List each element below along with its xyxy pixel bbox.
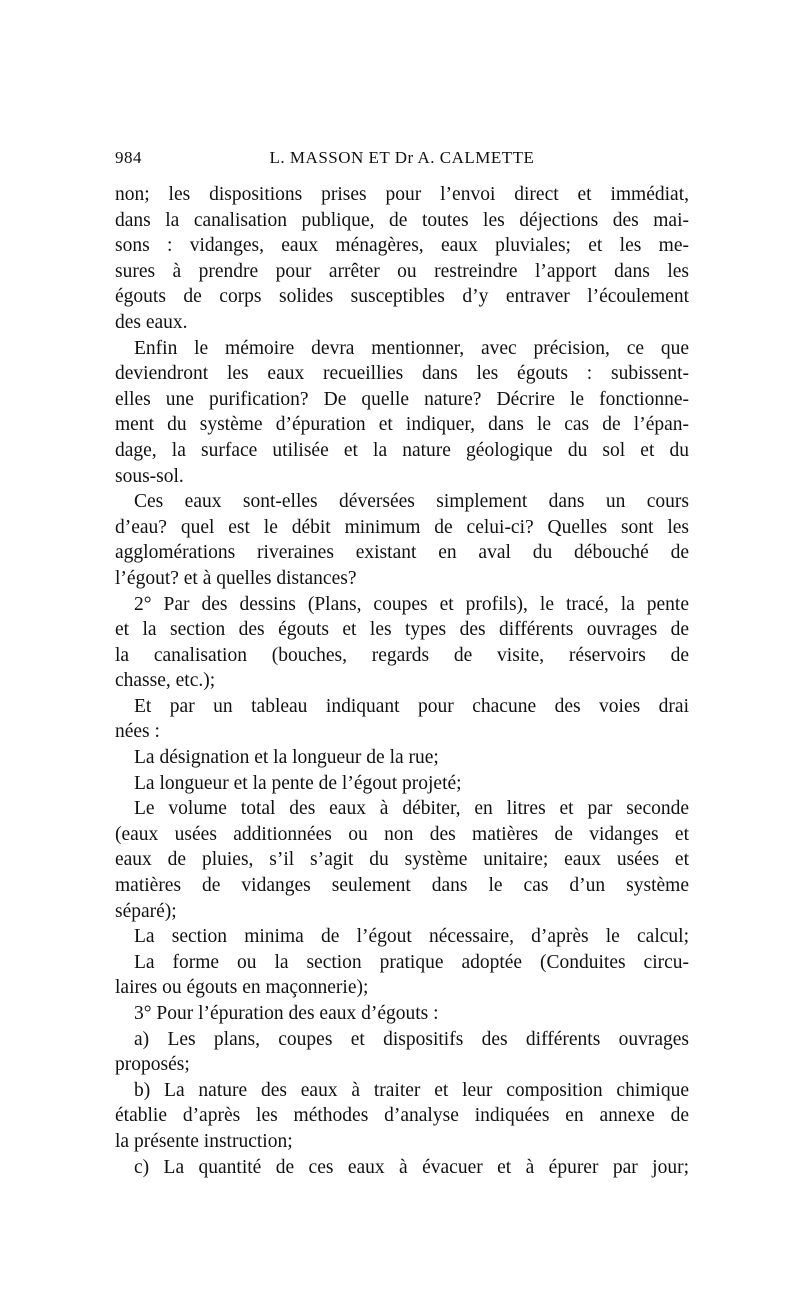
text-line: et la section des égouts et les types des différents ouvrages de bbox=[115, 619, 689, 641]
text-line: La longueur et la pente de l’égout projeté; bbox=[134, 772, 462, 794]
text-line: 3° Pour l’épuration des eaux d’égouts : bbox=[134, 1003, 439, 1024]
body-text bbox=[115, 182, 689, 1180]
running-head: L. MASSON ET Dr A. CALMETTE bbox=[269, 148, 535, 167]
text-line: sons : vidanges, eaux ménagères, eaux pluviales; et les me- bbox=[115, 235, 689, 257]
text-line: proposés; bbox=[115, 1054, 190, 1076]
text-line: matières de vidanges seulement dans le cas d’un système bbox=[115, 875, 689, 897]
text-line: Enfin le mémoire devra mentionner, avec précision, ce que bbox=[134, 337, 689, 359]
text-line: Le volume total des eaux à débiter, en litres et par seconde bbox=[134, 798, 689, 820]
text-line: agglomérations riveraines existant en aval du débouché de bbox=[115, 542, 689, 564]
text-line: égouts de corps solides susceptibles d’y entraver l’écoulement bbox=[115, 286, 689, 308]
text-line: la canalisation (bouches, regards de visite, réservoirs de bbox=[115, 644, 689, 666]
text-line: l’égout? et à quelles distances? bbox=[115, 567, 357, 589]
text-line: séparé); bbox=[115, 900, 177, 922]
text-line: sous-sol. bbox=[115, 465, 184, 487]
text-line: sures à prendre pour arrêter ou restreindre l’apport dans les bbox=[115, 260, 689, 282]
text-line: des eaux. bbox=[115, 311, 188, 333]
text-line: deviendront les eaux recueillies dans les égouts : subissent- bbox=[115, 363, 689, 385]
text-line: ment du système d’épuration et indiquer, dans le cas de l’épan- bbox=[115, 414, 689, 436]
text-line: chasse, etc.); bbox=[115, 670, 216, 692]
text-line: (eaux usées additionnées ou non des matières de vidanges et bbox=[115, 823, 689, 845]
text-line: a) Les plans, coupes et dispositifs des différents ouvrages bbox=[134, 1028, 689, 1050]
text-line: laires ou égouts en maçonnerie); bbox=[115, 977, 369, 999]
text-line: dage, la surface utilisée et la nature géologique du sol et du bbox=[115, 439, 689, 461]
text-line: dans la canalisation publique, de toutes les déjections des mai- bbox=[115, 209, 689, 231]
text-line: Et par un tableau indiquant pour chacune des voies drai bbox=[134, 695, 689, 717]
page-header bbox=[115, 148, 689, 172]
text-line: La forme ou la section pratique adoptée (Conduites circu- bbox=[134, 951, 689, 973]
text-line: établie d’après les méthodes d’analyse indiquées en annexe de bbox=[115, 1105, 689, 1127]
text-line: b) La nature des eaux à traiter et leur composition chimique bbox=[134, 1079, 689, 1101]
text-line: La désignation et la longueur de la rue; bbox=[134, 747, 439, 769]
text-line: la présente instruction; bbox=[115, 1130, 293, 1152]
page-number: 984 bbox=[115, 148, 142, 167]
text-line: Ces eaux sont-elles déversées simplement dans un cours bbox=[134, 491, 689, 513]
text-line: d’eau? quel est le débit minimum de celui-ci? Quelles sont les bbox=[115, 516, 689, 538]
text-line: 2° Par des dessins (Plans, coupes et profils), le tracé, la pente bbox=[134, 593, 689, 615]
text-line: elles une purification? De quelle nature? Décrire le fonctionne- bbox=[115, 388, 689, 410]
text-line: eaux de pluies, s’il s’agit du système unitaire; eaux usées et bbox=[115, 849, 689, 871]
text-line: nées : bbox=[115, 721, 160, 743]
text-line: La section minima de l’égout nécessaire, d’après le calcul; bbox=[134, 926, 689, 948]
text-line: c) La quantité de ces eaux à évacuer et à épurer par jour; bbox=[134, 1156, 689, 1178]
text-line: non; les dispositions prises pour l’envoi direct et immédiat, bbox=[115, 184, 689, 205]
